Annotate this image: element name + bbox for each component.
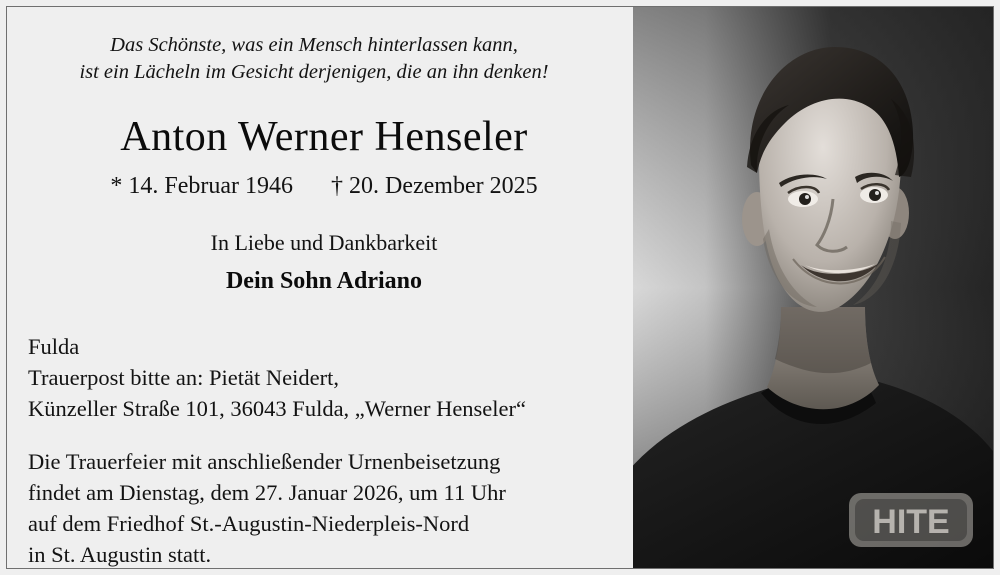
svg-text:HITE: HITE [872, 503, 950, 541]
ceremony-block [28, 446, 620, 570]
address-instruction: Trauerpost bitte an: Pietät Neidert, [28, 364, 339, 390]
tribute-line: In Liebe und Dankbarkeit [210, 229, 438, 255]
address-street: Künzeller Straße 101, 36043 Fulda, „Werner Henseler“ [28, 395, 527, 421]
ceremony-line-1: Die Trauerfeier mit anschließender Urnenbeisetzung [28, 448, 501, 474]
life-dates [28, 173, 620, 200]
motto-line-2: ist ein Lächeln im Gesicht derjenigen, die an ihn denken! [79, 61, 549, 84]
ceremony-line-2: findet am Dienstag, dem 27. Januar 2026, um 11 Uhr [28, 479, 506, 505]
death-date: † 20. Dezember 2025 [331, 172, 538, 199]
ceremony-line-4: in St. Augustin statt. [28, 541, 212, 567]
birth-date: * 14. Februar 1946 [110, 172, 294, 199]
tribute-from: Dein Sohn Adriano [225, 267, 423, 294]
deceased-name: Anton Werner Henseler [120, 113, 528, 160]
ceremony-line-3: auf dem Friedhof St.-Augustin-Niederpleis-Nord [28, 510, 470, 536]
address-block [28, 331, 620, 424]
motto [48, 32, 580, 87]
motto-line-1: Das Schönste, was ein Mensch hinterlassen kann, [110, 34, 518, 56]
portrait-photo [633, 7, 993, 568]
address-city: Fulda [28, 333, 80, 359]
